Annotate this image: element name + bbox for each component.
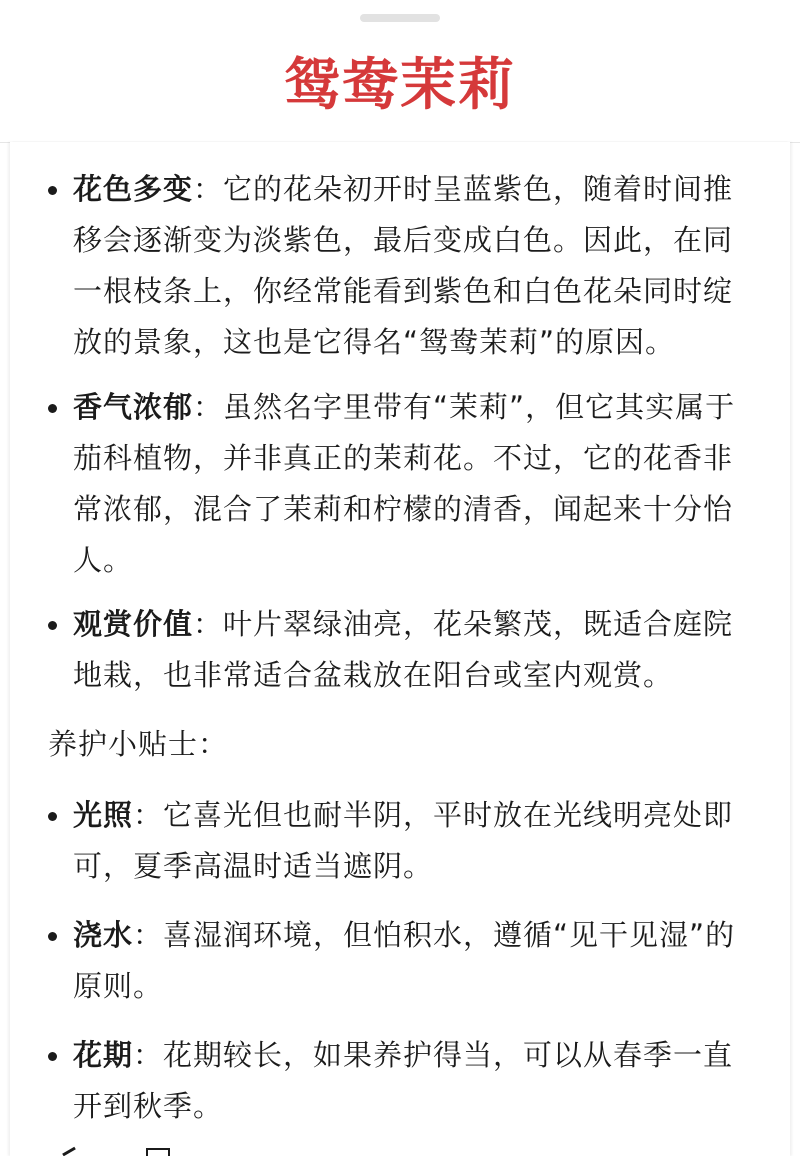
item-term: 浇水 [73, 918, 134, 952]
item-term: 花期 [73, 1038, 134, 1072]
item-description: ：它喜光但也耐半阴，平时放在光线明亮处即可，夏季高温时适当遮阴。 [73, 798, 734, 883]
bullet-dot [48, 812, 57, 821]
partial-glyph [62, 1147, 76, 1156]
bullet-dot [48, 932, 57, 941]
item-description: ：喜湿润环境，但怕积水，遵循“见干见湿”的原则。 [73, 918, 736, 1003]
item-description: ：花期较长，如果养护得当，可以从春季一直开到秋季。 [73, 1038, 734, 1123]
care-tips-heading: 养护小贴士： [48, 727, 229, 761]
item-term: 香气浓郁 [73, 390, 194, 424]
item-term: 花色多变 [73, 172, 194, 206]
drag-handle[interactable] [360, 14, 440, 22]
title-bar [0, 0, 800, 143]
item-description: ：虽然名字里带有“茉莉”，但它其实属于茄科植物，并非真正的茉莉花。不过，它的花香非常浓郁，混合了茉莉和柠檬的清香，闻起来十分怡人。 [73, 390, 736, 577]
item-term: 光照 [73, 798, 134, 832]
bullet-dot [48, 186, 57, 195]
item-description: ：它的花朵初开时呈蓝紫色，随着时间推移会逐渐变为淡紫色，最后变成白色。因此，在同一根枝条上，你经常能看到紫色和白色花朵同时绽放的景象，这也是它得名“鸳鸯茉莉”的原因。 [73, 172, 734, 359]
item-term: 观赏价值 [73, 607, 194, 641]
bullet-dot [48, 621, 57, 630]
bullet-dot [48, 404, 57, 413]
bullet-dot [48, 1052, 57, 1061]
cut-off-next-line [50, 1146, 190, 1156]
item-description: ：叶片翠绿油亮，花朵繁茂，既适合庭院地栽，也非常适合盆栽放在阳台或室内观赏。 [73, 607, 734, 692]
partial-glyph [146, 1148, 170, 1156]
page-title: 鸳鸯茉莉 [284, 53, 516, 118]
